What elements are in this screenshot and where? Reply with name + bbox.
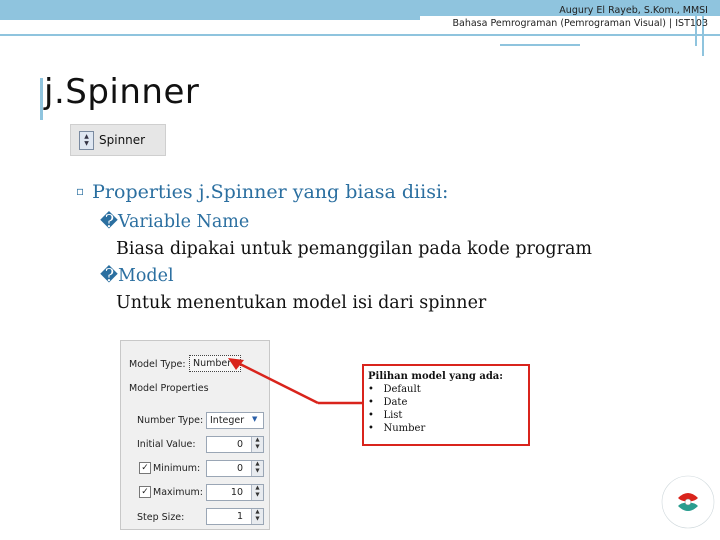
bullet-dot: • [368,423,374,434]
list-item [368,396,528,409]
item-marker: � [100,212,118,232]
item-variable-desc: Biasa dipakai untuk pemanggilan pada kode program [116,239,593,259]
step-size-value: 1 [236,511,243,522]
step-size-label: Step Size: [137,512,185,523]
item-name: Variable Name [117,212,250,232]
heading-bullet: ▫ [76,184,85,198]
model-type-value: Number [193,358,232,369]
header-author: Augury El Rayeb, S.Kom., MMSI [559,5,708,16]
arrow-down-icon: ▼ [255,444,260,450]
bullet-dot: • [368,410,374,421]
arrow-down-icon: ▼ [255,492,260,498]
check-icon: ✓ [141,463,149,473]
maximum-value: 10 [230,487,243,498]
arrow-up-icon: ▲ [255,509,260,515]
arrow-down-icon: ▼ [255,468,260,474]
list-item [368,383,528,396]
slide-title: j.Spinner [44,72,200,112]
arrow-up-icon: ▲ [255,485,260,491]
chevron-down-icon: ▼ [252,415,258,423]
maximum-label: Maximum: [153,487,204,498]
arrow-up-icon: ▲ [255,437,260,443]
number-type-label: Number Type: [137,415,204,426]
option-text: Default [383,384,421,395]
option-text: Date [383,397,408,408]
heading-text: Properties j.Spinner yang biasa diisi: [92,181,449,203]
option-text: List [383,410,403,421]
bullet-dot: • [368,397,374,408]
item-model-desc: Untuk menentukan model isi dari spinner [116,293,487,313]
university-logo [648,462,718,538]
spinner-palette-label: Spinner [99,133,146,147]
item-name: Model [117,266,174,286]
check-icon: ✓ [141,487,149,497]
initial-value-label: Initial Value: [137,439,196,450]
arrow-up-icon: ▲ [255,461,260,467]
header-course: Bahasa Pemrograman (Pemrograman Visual) | IST103 [452,18,708,29]
list-item [368,422,528,435]
callout-list [368,383,528,435]
logo-center [685,499,691,505]
list-item [368,409,528,422]
bullet-dot: • [368,384,374,395]
model-properties-label: Model Properties [129,383,209,394]
model-type-label: Model Type: [129,359,186,370]
option-text: Number [383,423,426,434]
minimum-label: Minimum: [153,463,201,474]
arrow-down-icon: ▼ [255,516,260,522]
minimum-value: 0 [236,463,243,474]
callout-arrow-line [238,363,318,403]
item-marker: � [100,266,118,286]
callout-title: Pilihan model yang ada: [368,371,503,382]
number-type-value: Integer [210,415,245,426]
initial-value: 0 [236,439,243,450]
model-options-callout [362,364,530,446]
spinner-icon: ▲ ▼ [79,131,94,150]
